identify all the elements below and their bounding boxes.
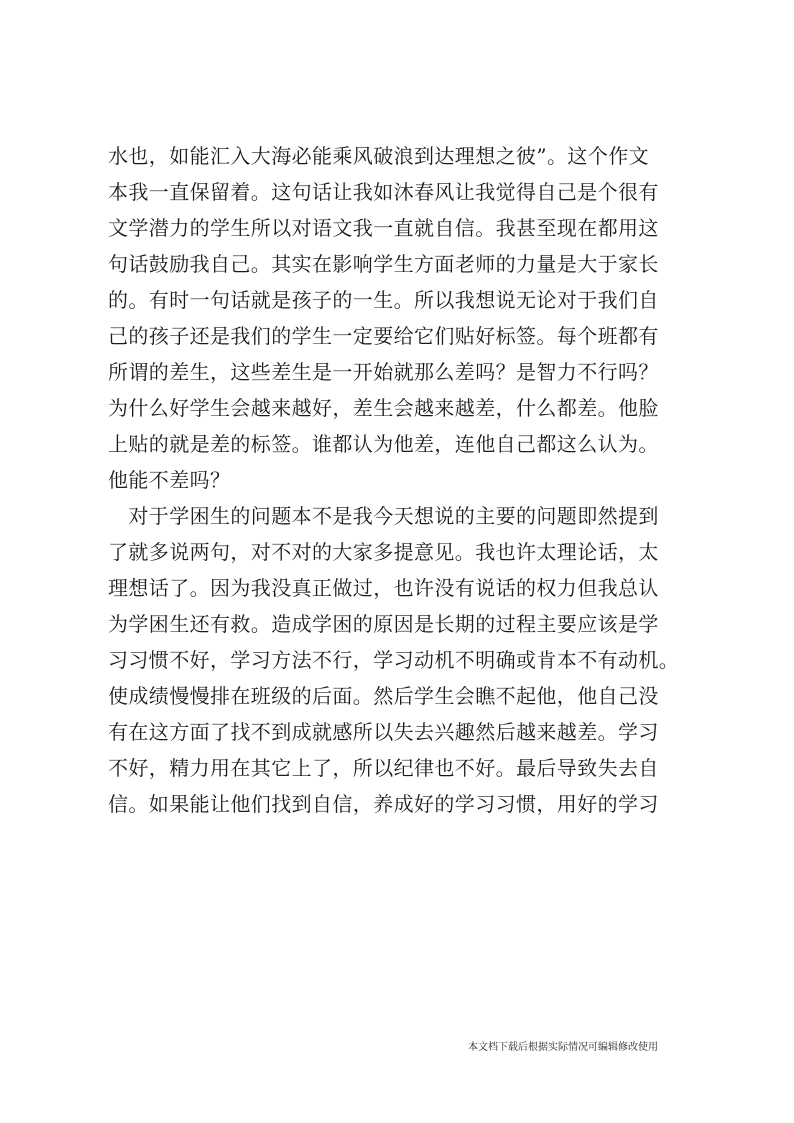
text-line: 习习惯不好，学习方法不行，学习动机不明确或肯本不有动机。 [108, 648, 680, 672]
text-line: 对于学困生的问题本不是我今天想说的主要的问题即然提到 [108, 504, 659, 528]
text-line: 水也，如能汇入大海必能乘风破浪到达理想之彼”。这个作文 [108, 144, 650, 168]
text-line: 为什么好学生会越来越好，差生会越来越差，什么都差。他脸 [108, 396, 659, 420]
text-line: 本我一直保留着。这句话让我如沐春风让我觉得自己是个很有 [108, 180, 659, 204]
text-line: 信。如果能让他们找到自信，养成好的学习习惯，用好的学习 [108, 792, 659, 816]
text-line: 不好，精力用在其它上了，所以纪律也不好。最后导致失去自 [108, 756, 659, 780]
text-line: 的。有时一句话就是孩子的一生。所以我想说无论对于我们自 [108, 288, 659, 312]
footer-note: 本文档下载后根据实际情况可编辑修改使用 [468, 1042, 658, 1053]
text-line: 了就多说两句，对不对的大家多提意见。我也许太理论话，太 [108, 540, 659, 564]
text-line: 有在这方面了找不到成就感所以失去兴趣然后越来越差。学习 [108, 720, 659, 744]
text-line: 使成绩慢慢排在班级的后面。然后学生会瞧不起他，他自己没 [108, 684, 659, 708]
text-line: 己的孩子还是我们的学生一定要给它们贴好标签。每个班都有 [108, 324, 659, 348]
text-line: 他能不差吗？ [108, 468, 231, 492]
text-line: 句话鼓励我自己。其实在影响学生方面老师的力量是大于家长 [108, 252, 659, 276]
text-line: 所谓的差生，这些差生是一开始就那么差吗？是智力不行吗？ [108, 360, 659, 384]
text-line: 理想话了。因为我没真正做过，也许没有说话的权力但我总认 [108, 576, 659, 600]
text-line: 文学潜力的学生所以对语文我一直就自信。我甚至现在都用这 [108, 216, 659, 240]
document-body [108, 138, 708, 822]
text-line: 为学困生还有救。造成学困的原因是长期的过程主要应该是学 [108, 612, 659, 636]
text-line: 上贴的就是差的标签。谁都认为他差，连他自己都这么认为。 [108, 432, 659, 456]
